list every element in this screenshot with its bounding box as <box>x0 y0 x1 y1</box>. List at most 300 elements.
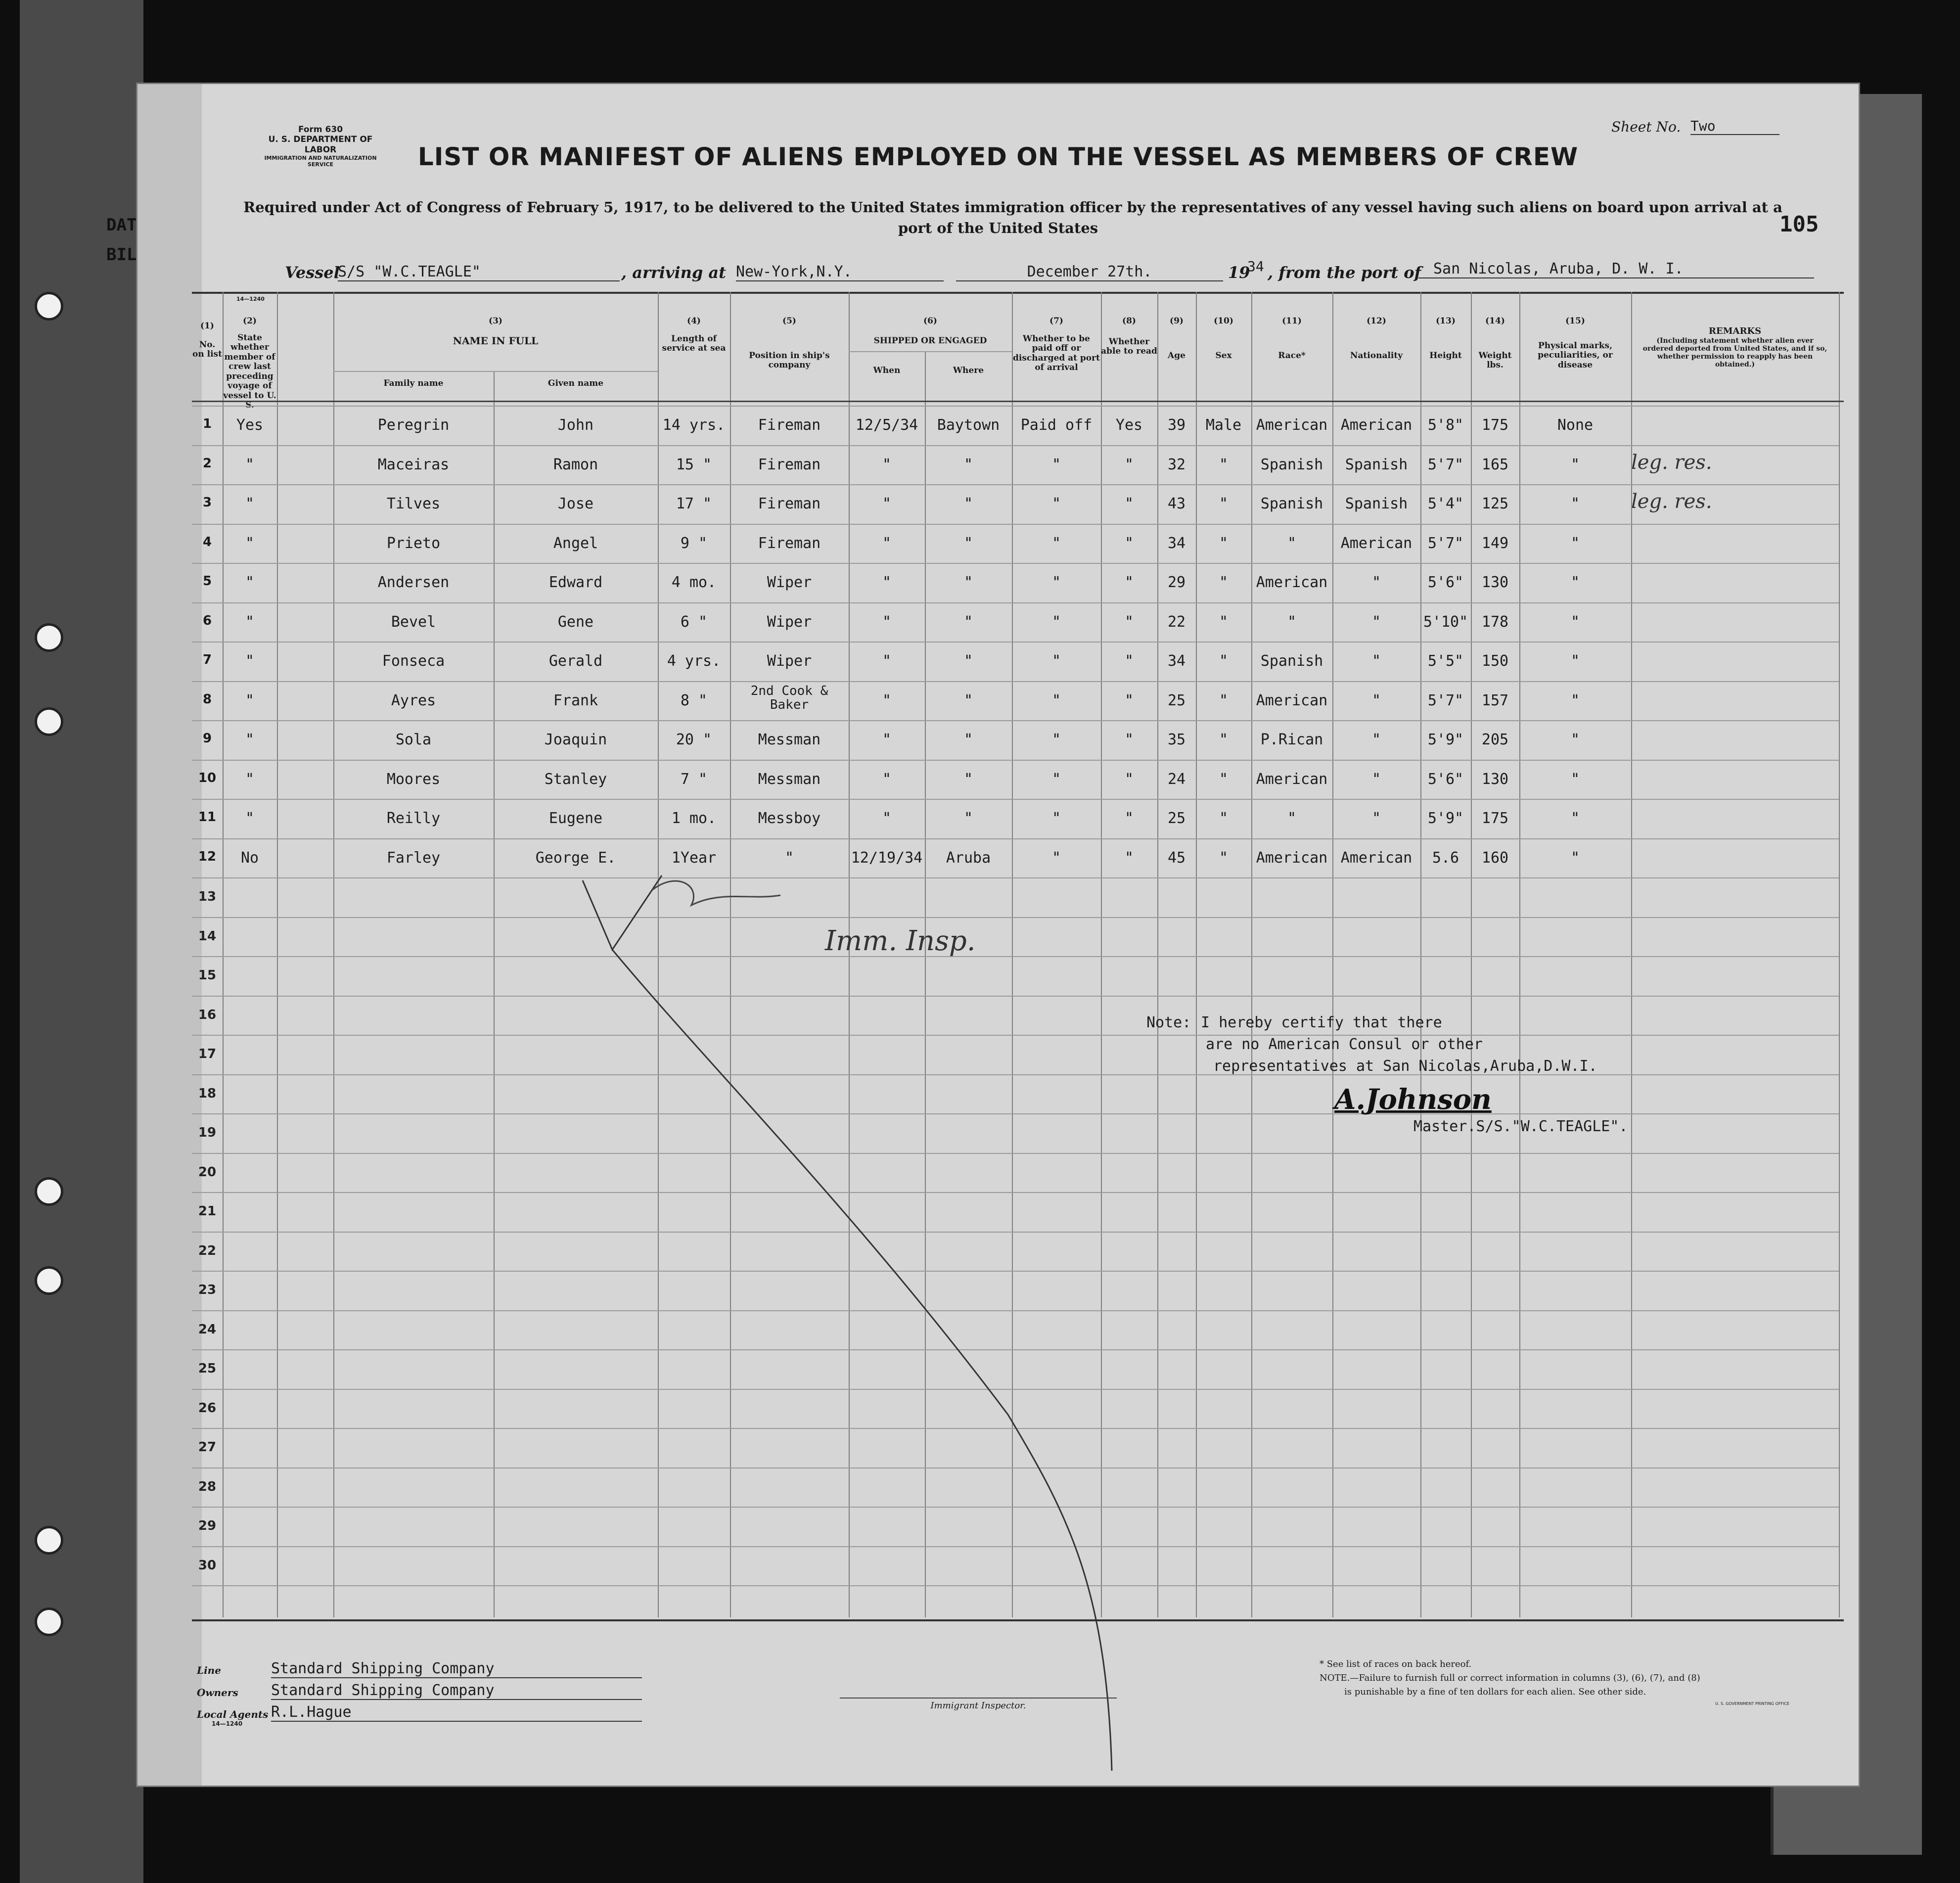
crew-height-cell: 5'10" <box>1423 613 1468 631</box>
crew-no-cell: 7 <box>202 652 212 667</box>
crew-weight-cell: 160 <box>1481 849 1509 867</box>
crew-sex-cell: " <box>1219 849 1229 867</box>
crew-no-cell: 5 <box>202 574 212 589</box>
crew-service-cell: 7 " <box>680 770 708 788</box>
crew-weight-cell: 157 <box>1481 691 1509 709</box>
row-rule <box>192 760 1839 761</box>
races-note: * See list of races on back hereof. <box>1320 1659 1472 1669</box>
crew-family-cell: Sola <box>395 731 432 748</box>
crew-weight-cell: 130 <box>1481 574 1509 591</box>
crew-age-cell: 34 <box>1167 652 1186 670</box>
family-name-header: Family name <box>383 378 444 388</box>
crew-sex-cell: " <box>1219 534 1229 552</box>
crew-given-cell: Gerald <box>548 652 603 670</box>
crew-service-cell: 4 yrs. <box>667 652 721 670</box>
crew-nationality-cell: " <box>1371 731 1381 748</box>
col11-header: (11) Race* <box>1278 316 1306 361</box>
row-number: 24 <box>198 1322 217 1337</box>
where-header: Where <box>953 366 984 375</box>
subtitle-line-2: port of the United States <box>898 220 1098 236</box>
crew-weight-cell: 175 <box>1481 416 1509 434</box>
crew-position-cell: Messman <box>758 731 821 748</box>
row-number: 18 <box>198 1086 217 1101</box>
crew-nationality-cell: " <box>1371 652 1381 670</box>
crew-nationality-cell: " <box>1371 770 1381 788</box>
col1-header: (1) No. on list <box>192 321 222 360</box>
row-number: 23 <box>198 1283 217 1297</box>
crew-when-cell: " <box>882 770 892 788</box>
from-label: , from the port of <box>1268 263 1421 282</box>
row-rule <box>192 681 1839 682</box>
crew-weight-cell: 130 <box>1481 770 1509 788</box>
punch-hole <box>35 1526 63 1555</box>
crew-given-cell: Gene <box>557 613 594 631</box>
row-number: 14 <box>198 928 217 944</box>
crew-prev-cell: No <box>240 849 259 867</box>
crew-when-cell: " <box>882 495 892 512</box>
master-title: Master.S/S."W.C.TEAGLE". <box>1413 1118 1628 1135</box>
crew-prev-cell: " <box>245 810 255 827</box>
crew-age-cell: 34 <box>1167 534 1186 552</box>
crew-sex-cell: " <box>1219 613 1229 631</box>
crew-read-cell: " <box>1124 849 1134 867</box>
row-number: 16 <box>198 1007 217 1022</box>
crew-service-cell: 9 " <box>680 534 708 552</box>
crew-paid-cell: " <box>1051 456 1061 473</box>
given-name-header: Given name <box>547 378 604 388</box>
crew-paid-cell: " <box>1051 652 1061 670</box>
crew-where-cell: " <box>963 574 973 591</box>
row-rule <box>192 838 1839 839</box>
crew-when-cell: " <box>882 613 892 631</box>
crew-position-cell: Fireman <box>758 495 821 512</box>
crew-service-cell: 20 " <box>676 731 712 748</box>
crew-sex-cell: " <box>1219 810 1229 827</box>
crew-where-cell: Baytown <box>937 416 1000 434</box>
row-number: 20 <box>198 1164 217 1180</box>
crew-race-cell: American <box>1256 416 1328 434</box>
crew-race-cell: Spanish <box>1260 495 1323 512</box>
crew-read-cell: " <box>1124 574 1134 591</box>
table-print-code: 14—1240 <box>236 296 265 302</box>
crew-position-cell: Wiper <box>767 652 812 670</box>
crew-where-cell: " <box>963 495 973 512</box>
crew-when-cell: " <box>882 574 892 591</box>
crew-prev-cell: " <box>245 770 255 788</box>
crew-prev-cell: " <box>245 652 255 670</box>
crew-sex-cell: " <box>1219 691 1229 709</box>
crew-prev-cell: " <box>245 613 255 631</box>
crew-height-cell: 5'4" <box>1427 495 1464 512</box>
crew-given-cell: Frank <box>553 691 598 709</box>
row-rule <box>192 445 1839 446</box>
crew-weight-cell: 150 <box>1481 652 1509 670</box>
crew-paid-cell: " <box>1051 731 1061 748</box>
row-number: 26 <box>198 1400 217 1416</box>
crew-sex-cell: " <box>1219 456 1229 473</box>
crew-race-cell: " <box>1287 534 1297 552</box>
crew-age-cell: 45 <box>1167 849 1186 867</box>
row-number: 25 <box>198 1361 217 1376</box>
punch-hole <box>35 707 63 736</box>
remarks-header: REMARKS (Including statement whether alien ever ordered deported from United States, and if so, whether permission to reapply has been obtained.) <box>1642 326 1827 368</box>
printing-office: U. S. GOVERNMENT PRINTING OFFICE <box>1715 1701 1790 1706</box>
vessel-name: S/S "W.C.TEAGLE" <box>338 263 620 281</box>
crew-no-cell: 9 <box>202 731 212 746</box>
crew-no-cell: 1 <box>202 416 212 431</box>
crew-prev-cell: " <box>245 731 255 748</box>
crew-read-cell: " <box>1124 495 1134 512</box>
crew-paid-cell: " <box>1051 849 1061 867</box>
col15-header: (15) Physical marks, peculiarities, or disease <box>1538 316 1613 370</box>
crew-family-cell: Farley <box>386 849 441 867</box>
crew-nationality-cell: Spanish <box>1345 456 1408 473</box>
row-number: 21 <box>198 1204 217 1219</box>
crew-given-cell: Jose <box>557 495 594 512</box>
row-rule <box>192 720 1839 721</box>
crew-position-cell: Messboy <box>758 810 821 827</box>
col4-header: (4) Length of service at sea <box>662 316 726 354</box>
row-number: 15 <box>198 968 217 983</box>
crew-sex-cell: Male <box>1205 416 1242 434</box>
line-label: Line <box>197 1664 221 1676</box>
crew-read-cell: " <box>1124 770 1134 788</box>
crew-where-cell: " <box>963 652 973 670</box>
row-rule <box>192 563 1839 564</box>
form-number: Form 630 <box>298 125 343 135</box>
crew-weight-cell: 149 <box>1481 534 1509 552</box>
manifest-sheet <box>137 84 1859 1786</box>
year-prefix: 19 <box>1228 263 1250 282</box>
row-rule <box>192 799 1839 800</box>
crew-sex-cell: " <box>1219 770 1229 788</box>
crew-read-cell: Yes <box>1115 416 1143 434</box>
binding-strip <box>20 0 143 1883</box>
crew-nationality-cell: Spanish <box>1345 495 1408 512</box>
owners-label: Owners <box>197 1687 238 1699</box>
punch-hole <box>35 623 63 652</box>
crew-marks-cell: " <box>1570 534 1580 552</box>
crew-age-cell: 29 <box>1167 574 1186 591</box>
crew-paid-cell: " <box>1051 810 1061 827</box>
service: IMMIGRATION AND NATURALIZATION SERVICE <box>264 155 377 168</box>
year-suffix: 34 <box>1247 258 1264 275</box>
crew-where-cell: " <box>963 691 973 709</box>
crew-marks-cell: " <box>1570 691 1580 709</box>
crew-age-cell: 22 <box>1167 613 1186 631</box>
crew-race-cell: " <box>1287 810 1297 827</box>
crew-where-cell: " <box>963 810 973 827</box>
note-label: Note: <box>1146 1014 1191 1031</box>
crew-remark-cell: leg. res. <box>1631 490 1712 513</box>
line-value: Standard Shipping Company <box>271 1660 642 1678</box>
crew-race-cell: Spanish <box>1260 652 1323 670</box>
crew-where-cell: " <box>963 456 973 473</box>
crew-marks-cell: " <box>1570 613 1580 631</box>
crew-no-cell: 12 <box>198 849 217 864</box>
crew-no-cell: 4 <box>202 534 212 550</box>
crew-marks-cell: None <box>1557 416 1594 434</box>
crew-when-cell: " <box>882 534 892 552</box>
row-number: 30 <box>198 1558 217 1573</box>
crew-paid-cell: " <box>1051 770 1061 788</box>
col2-header: (2) State whether member of crew last preceding voyage of vessel to U. <box>223 316 276 401</box>
crew-read-cell: " <box>1124 731 1134 748</box>
col3-header: (3) NAME IN FULL <box>453 316 539 347</box>
crew-service-cell: 8 " <box>680 691 708 709</box>
crew-position-cell: Fireman <box>758 456 821 473</box>
sheet-label: Sheet No. <box>1611 119 1681 135</box>
crew-no-cell: 10 <box>198 770 217 785</box>
crew-height-cell: 5'7" <box>1427 691 1464 709</box>
crew-given-cell: Ramon <box>553 456 598 473</box>
crew-height-cell: 5'8" <box>1427 416 1464 434</box>
crew-height-cell: 5'9" <box>1427 810 1464 827</box>
crew-where-cell: Aruba <box>946 849 991 867</box>
row-number: 13 <box>198 889 217 904</box>
crew-remark-cell: leg. res. <box>1631 451 1712 474</box>
crew-height-cell: 5'7" <box>1427 456 1464 473</box>
crew-marks-cell: " <box>1570 495 1580 512</box>
crew-no-cell: 3 <box>202 495 212 510</box>
crew-position-cell: 2nd Cook & Baker <box>750 683 828 713</box>
col10-header: (10) Sex <box>1214 316 1233 361</box>
page-title: LIST OR MANIFEST OF ALIENS EMPLOYED ON THE VESSEL AS MEMBERS OF CREW <box>417 142 1579 171</box>
crew-age-cell: 25 <box>1167 810 1186 827</box>
crew-no-cell: 11 <box>198 810 217 825</box>
crew-height-cell: 5'5" <box>1427 652 1464 670</box>
row-number: 27 <box>198 1440 217 1455</box>
crew-no-cell: 8 <box>202 691 212 707</box>
crew-service-cell: 1 mo. <box>671 810 717 827</box>
arrival-date: December 27th. <box>956 263 1223 281</box>
row-number: 28 <box>198 1479 217 1494</box>
crew-read-cell: " <box>1124 613 1134 631</box>
crew-given-cell: Eugene <box>548 810 603 827</box>
left-fragment-2: BIL <box>106 245 137 265</box>
crew-when-cell: " <box>882 810 892 827</box>
left-fragment-1: DAT <box>106 215 137 235</box>
crew-race-cell: American <box>1256 849 1328 867</box>
col7-header: (7) Whether to be paid off or discharged at port of arrival <box>1013 316 1100 373</box>
crew-where-cell: " <box>963 770 973 788</box>
crew-age-cell: 25 <box>1167 691 1186 709</box>
crew-nationality-cell: American <box>1340 416 1413 434</box>
row-rule <box>192 524 1839 525</box>
crew-paid-cell: " <box>1051 691 1061 709</box>
col12-header: (12) Nationality <box>1350 316 1403 361</box>
crew-family-cell: Andersen <box>377 574 450 591</box>
stamp-number: 105 <box>1779 212 1819 237</box>
crew-weight-cell: 165 <box>1481 456 1509 473</box>
col13-header: (13) Height <box>1429 316 1462 361</box>
crew-given-cell: Angel <box>553 534 598 552</box>
crew-family-cell: Tilves <box>386 495 441 512</box>
crew-family-cell: Ayres <box>391 691 436 709</box>
crew-service-cell: 15 " <box>676 456 712 473</box>
department: U. S. DEPARTMENT OF LABOR <box>268 135 373 155</box>
crew-given-cell: Stanley <box>544 770 607 788</box>
inspector-initials: Imm. Insp. <box>825 925 976 957</box>
crew-sex-cell: " <box>1219 574 1229 591</box>
crew-nationality-cell: American <box>1340 849 1413 867</box>
row-rule <box>192 406 1839 407</box>
crew-age-cell: 43 <box>1167 495 1186 512</box>
crew-family-cell: Prieto <box>386 534 441 552</box>
crew-prev-cell: " <box>245 456 255 473</box>
subtitle-line-1: Required under Act of Congress of February 5, 1917, to be delivered to the United States immigration officer by the representatives of any vessel having such aliens on board upon arrival at a <box>243 199 1782 216</box>
crew-weight-cell: 175 <box>1481 810 1509 827</box>
crew-paid-cell: " <box>1051 534 1061 552</box>
crew-nationality-cell: " <box>1371 613 1381 631</box>
crew-given-cell: Edward <box>548 574 603 591</box>
crew-race-cell: P.Rican <box>1260 731 1323 748</box>
crew-position-cell: Fireman <box>758 534 821 552</box>
penalty-note-2: is punishable by a fine of ten dollars for each alien. See other side. <box>1344 1687 1646 1697</box>
punch-hole <box>35 1607 63 1636</box>
row-number: 17 <box>198 1047 217 1061</box>
crew-sex-cell: " <box>1219 495 1229 512</box>
agents-value: R.L.Hague <box>271 1703 642 1722</box>
col8-header: (8) Whether able to read <box>1101 316 1157 357</box>
crew-marks-cell: " <box>1570 849 1580 867</box>
crew-service-cell: 1Year <box>671 849 717 867</box>
crew-age-cell: 35 <box>1167 731 1186 748</box>
crew-race-cell: American <box>1256 691 1328 709</box>
col6-header: (6) SHIPPED OR ENGAGED <box>873 316 987 346</box>
crew-prev-cell: " <box>245 691 255 709</box>
crew-read-cell: " <box>1124 534 1134 552</box>
arriving-label: , arriving at <box>621 263 726 282</box>
crew-marks-cell: " <box>1570 456 1580 473</box>
crew-service-cell: 14 yrs. <box>662 416 726 434</box>
crew-nationality-cell: " <box>1371 691 1381 709</box>
crew-family-cell: Bevel <box>391 613 436 631</box>
row-number: 29 <box>198 1518 217 1533</box>
crew-paid-cell: " <box>1051 613 1061 631</box>
crew-when-cell: 12/5/34 <box>855 416 918 434</box>
crew-height-cell: 5.6 <box>1432 849 1459 867</box>
crew-sex-cell: " <box>1219 731 1229 748</box>
crew-age-cell: 24 <box>1167 770 1186 788</box>
crew-when-cell: " <box>882 731 892 748</box>
crew-age-cell: 39 <box>1167 416 1186 434</box>
col14-header: (14) Weight lbs. <box>1478 316 1512 370</box>
sheet-number: Two <box>1690 118 1779 135</box>
crew-paid-cell: " <box>1051 495 1061 512</box>
vessel-label: Vessel <box>285 263 340 282</box>
row-number: 19 <box>198 1125 217 1140</box>
crew-read-cell: " <box>1124 691 1134 709</box>
crew-read-cell: " <box>1124 652 1134 670</box>
inspector-cancel-line <box>563 871 1255 1771</box>
when-header: When <box>873 366 901 375</box>
crew-weight-cell: 178 <box>1481 613 1509 631</box>
crew-height-cell: 5'7" <box>1427 534 1464 552</box>
crew-given-cell: John <box>557 416 594 434</box>
crew-weight-cell: 125 <box>1481 495 1509 512</box>
crew-race-cell: American <box>1256 574 1328 591</box>
master-signature: A.Johnson <box>1334 1083 1492 1116</box>
crew-position-cell: Wiper <box>767 613 812 631</box>
crew-given-cell: George E. <box>535 849 616 867</box>
crew-service-cell: 17 " <box>676 495 712 512</box>
crew-race-cell: American <box>1256 770 1328 788</box>
owners-value: Standard Shipping Company <box>271 1682 642 1700</box>
crew-family-cell: Peregrin <box>377 416 450 434</box>
crew-nationality-cell: " <box>1371 574 1381 591</box>
crew-marks-cell: " <box>1570 731 1580 748</box>
crew-where-cell: " <box>963 731 973 748</box>
crew-paid-cell: " <box>1051 574 1061 591</box>
crew-given-cell: Joaquin <box>544 731 607 748</box>
crew-no-cell: 2 <box>202 456 212 471</box>
crew-marks-cell: " <box>1570 652 1580 670</box>
crew-age-cell: 32 <box>1167 456 1186 473</box>
crew-position-cell: Messman <box>758 770 821 788</box>
note-line-2: are no American Consul or other <box>1206 1036 1483 1053</box>
inspector-label: Immigrant Inspector. <box>930 1700 1026 1711</box>
crew-where-cell: " <box>963 613 973 631</box>
crew-position-cell: Fireman <box>758 416 821 434</box>
crew-family-cell: Moores <box>386 770 441 788</box>
crew-when-cell: " <box>882 652 892 670</box>
crew-prev-cell: Yes <box>236 416 264 434</box>
col5-header: (5) Position in ship's company <box>749 316 830 370</box>
crew-marks-cell: " <box>1570 810 1580 827</box>
crew-when-cell: 12/19/34 <box>851 849 923 867</box>
crew-race-cell: Spanish <box>1260 456 1323 473</box>
crew-marks-cell: " <box>1570 574 1580 591</box>
row-rule <box>192 642 1839 643</box>
crew-prev-cell: " <box>245 495 255 512</box>
row-number: 22 <box>198 1243 217 1258</box>
arrival-port: New-York,N.Y. <box>736 263 944 281</box>
crew-paid-cell: Paid off <box>1020 416 1093 434</box>
crew-nationality-cell: American <box>1340 534 1413 552</box>
footer-print-code: 14—1240 <box>212 1720 243 1727</box>
crew-prev-cell: " <box>245 574 255 591</box>
punch-hole <box>35 1177 63 1206</box>
from-port: San Nicolas, Aruba, D. W. I. <box>1418 260 1814 278</box>
crew-family-cell: Fonseca <box>382 652 445 670</box>
crew-marks-cell: " <box>1570 770 1580 788</box>
note-line-3: representatives at San Nicolas,Aruba,D.W.I. <box>1213 1057 1597 1075</box>
row-rule <box>192 484 1839 485</box>
crew-height-cell: 5'6" <box>1427 770 1464 788</box>
crew-read-cell: " <box>1124 810 1134 827</box>
crew-when-cell: " <box>882 691 892 709</box>
crew-prev-cell: " <box>245 534 255 552</box>
punch-hole <box>35 292 63 321</box>
crew-height-cell: 5'6" <box>1427 574 1464 591</box>
crew-nationality-cell: " <box>1371 810 1381 827</box>
crew-weight-cell: 205 <box>1481 731 1509 748</box>
crew-where-cell: " <box>963 534 973 552</box>
crew-position-cell: Wiper <box>767 574 812 591</box>
col9-header: (9) Age <box>1168 316 1185 361</box>
crew-position-cell: " <box>784 849 794 867</box>
row-rule <box>192 602 1839 603</box>
crew-sex-cell: " <box>1219 652 1229 670</box>
crew-family-cell: Maceiras <box>377 456 450 473</box>
penalty-note-1: NOTE.—Failure to furnish full or correct information in columns (3), (6), (7), and (8) <box>1320 1673 1700 1683</box>
note-line-1: I hereby certify that there <box>1201 1014 1442 1031</box>
crew-family-cell: Reilly <box>386 810 441 827</box>
crew-race-cell: " <box>1287 613 1297 631</box>
crew-no-cell: 6 <box>202 613 212 628</box>
crew-read-cell: " <box>1124 456 1134 473</box>
